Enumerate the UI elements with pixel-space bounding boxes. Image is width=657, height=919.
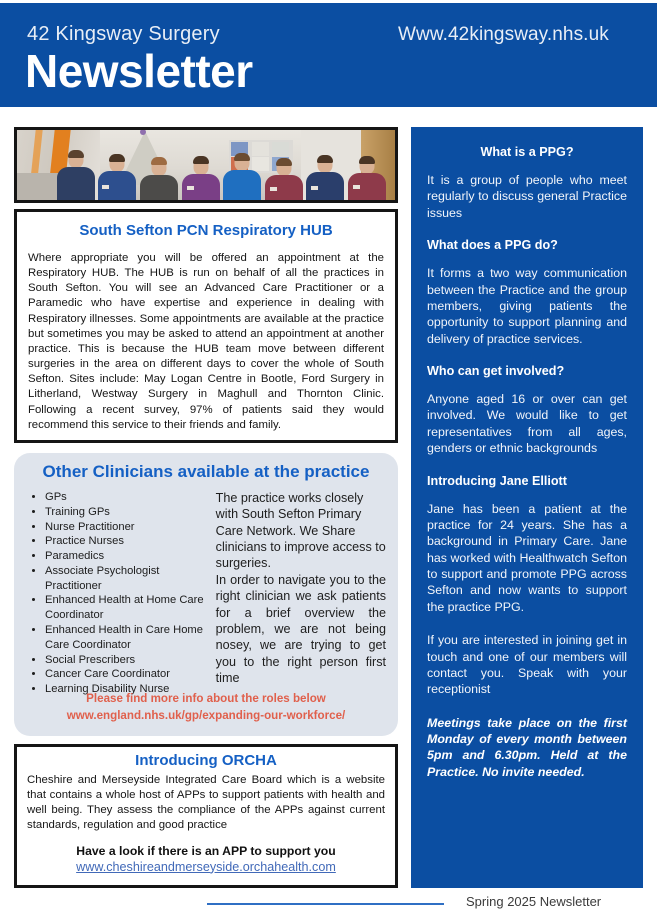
list-item: • Social Prescribers xyxy=(45,653,216,668)
list-item: • Cancer Care Coordinator xyxy=(45,667,216,682)
team-photo-image xyxy=(17,130,395,200)
practice-website: Www.42kingsway.nhs.uk xyxy=(398,24,609,45)
list-item: • Training GPs xyxy=(45,505,216,520)
photo-person xyxy=(263,159,305,200)
orcha-link[interactable]: www.cheshireandmerseyside.orchahealth.com xyxy=(76,859,336,874)
list-item: • GPs xyxy=(45,490,216,505)
photo-person xyxy=(346,157,388,200)
list-item: • Practice Nurses xyxy=(45,534,216,549)
newsletter-header xyxy=(0,3,657,107)
respiratory-hub-body: Where appropriate you will be offered an appointment at the Respiratory HUB. The HUB is run on behalf of all the practices in South Sefton. You will see an Advanced Care Practitioner or a Paramedic who have expertise and experience in dealing with Respiratory illnesses. Some appointments are available at the practice but sometimes you may be asked to attend an appointment at another practice. This is because the HUB team move between different surgeries in the area on different days to cover the whole of South Sefton. Sites include: May Logan Centre in Bootle, Ford Surgery in Litherland, Westway Surgery in Maghull and Thornton Clinic. Following a recent survey, 97% of patients said they would recommend this service to their friends and family. xyxy=(28,252,384,431)
footer-edition: Spring 2025 Newsletter xyxy=(466,894,602,909)
clinician-roles-column xyxy=(26,490,216,697)
other-clinicians-section xyxy=(14,453,398,736)
orcha-title: Introducing ORCHA xyxy=(135,752,277,769)
practice-name: 42 Kingsway Surgery xyxy=(27,23,220,45)
ppg-para-who: Anyone aged 16 or over can get involved. We would like to get representatives from all ages, genders or ethnic backgrounds xyxy=(427,392,627,456)
ppg-para-meetings: Meetings take place on the first Monday of every month between 5pm and 6.30pm. Held at the Practice. No invite needed. xyxy=(427,715,627,779)
ppg-sidebar xyxy=(411,127,643,888)
list-item: • Associate Psychologist Practitioner xyxy=(45,564,216,594)
team-photo xyxy=(14,127,398,203)
list-item: • Learning Disability Nurse xyxy=(45,682,216,697)
clinician-roles-link-prompt: Please find more info about the roles below xyxy=(86,692,326,706)
ppg-heading-what-is: What is a PPG? xyxy=(480,145,574,159)
orcha-cta: Have a look if there is an APP to support you xyxy=(76,843,336,858)
photo-person xyxy=(55,151,97,200)
clinician-roles-link-block xyxy=(14,691,398,725)
other-clinicians-title: Other Clinicians available at the practice xyxy=(42,462,370,481)
clinician-roles-list xyxy=(26,490,216,697)
photo-person xyxy=(180,158,222,200)
respiratory-hub-title: South Sefton PCN Respiratory HUB xyxy=(79,222,333,239)
ppg-para-what-is: It is a group of people who meet regularly to discuss general Practice issues xyxy=(427,173,627,220)
photo-person xyxy=(304,156,346,200)
list-item: • Paramedics xyxy=(45,549,216,564)
ppg-heading-who: Who can get involved? xyxy=(427,364,565,378)
ppg-para-what-does: It forms a two way communication between the Practice and the group members, giving patients the opportunity to support planning and delivery of practice services. xyxy=(427,266,627,346)
orcha-section xyxy=(14,744,398,888)
page-title: Newsletter xyxy=(25,45,253,97)
ppg-heading-what-does: What does a PPG do? xyxy=(427,238,558,253)
photo-leaflet xyxy=(272,142,289,156)
clinician-description-column xyxy=(216,490,386,697)
photo-person xyxy=(96,155,138,200)
footer-divider xyxy=(207,903,444,905)
photo-person xyxy=(138,159,180,200)
ppg-heading-jane: Introducing Jane Elliott xyxy=(427,473,567,488)
other-clinicians-columns xyxy=(26,490,386,697)
list-item: • Enhanced Health at Home Care Coordinator xyxy=(45,593,216,623)
list-item: • Nurse Practitioner xyxy=(45,520,216,535)
clinician-paragraph-2: In order to navigate you to the right clinician we ask patients for a brief overview the problem, we are not being nosey, we are trying to get you to the right person first time xyxy=(215,572,386,685)
ppg-para-join: If you are interested in joining get in touch and one of our members will contact you. Speak with your receptionist xyxy=(427,633,627,697)
photo-person xyxy=(221,154,263,200)
list-item: • Enhanced Health in Care Home Care Coordinator xyxy=(45,623,216,653)
ppg-para-jane: Jane has been a patient at the practice for 24 years. She has a background in Primary Care. Jane has worked with Healthwatch Sefton to support and promote PPG across Sefton and now wants to support the practice PPG. xyxy=(427,501,627,614)
orcha-body: Cheshire and Merseyside Integrated Care Board which is a website that contains a whole host of APPs to support patients with health and well being. They assess the compliance of the APPs against current standards, regulation and good practice xyxy=(27,774,385,832)
respiratory-hub-section xyxy=(14,209,398,443)
clinician-roles-link[interactable]: www.england.nhs.uk/gp/expanding-our-workforce/ xyxy=(66,709,346,723)
clinician-paragraph-1: The practice works closely with South Sefton Primary Care Network. We Share clinicians to improve access to surgeries. xyxy=(215,491,386,571)
